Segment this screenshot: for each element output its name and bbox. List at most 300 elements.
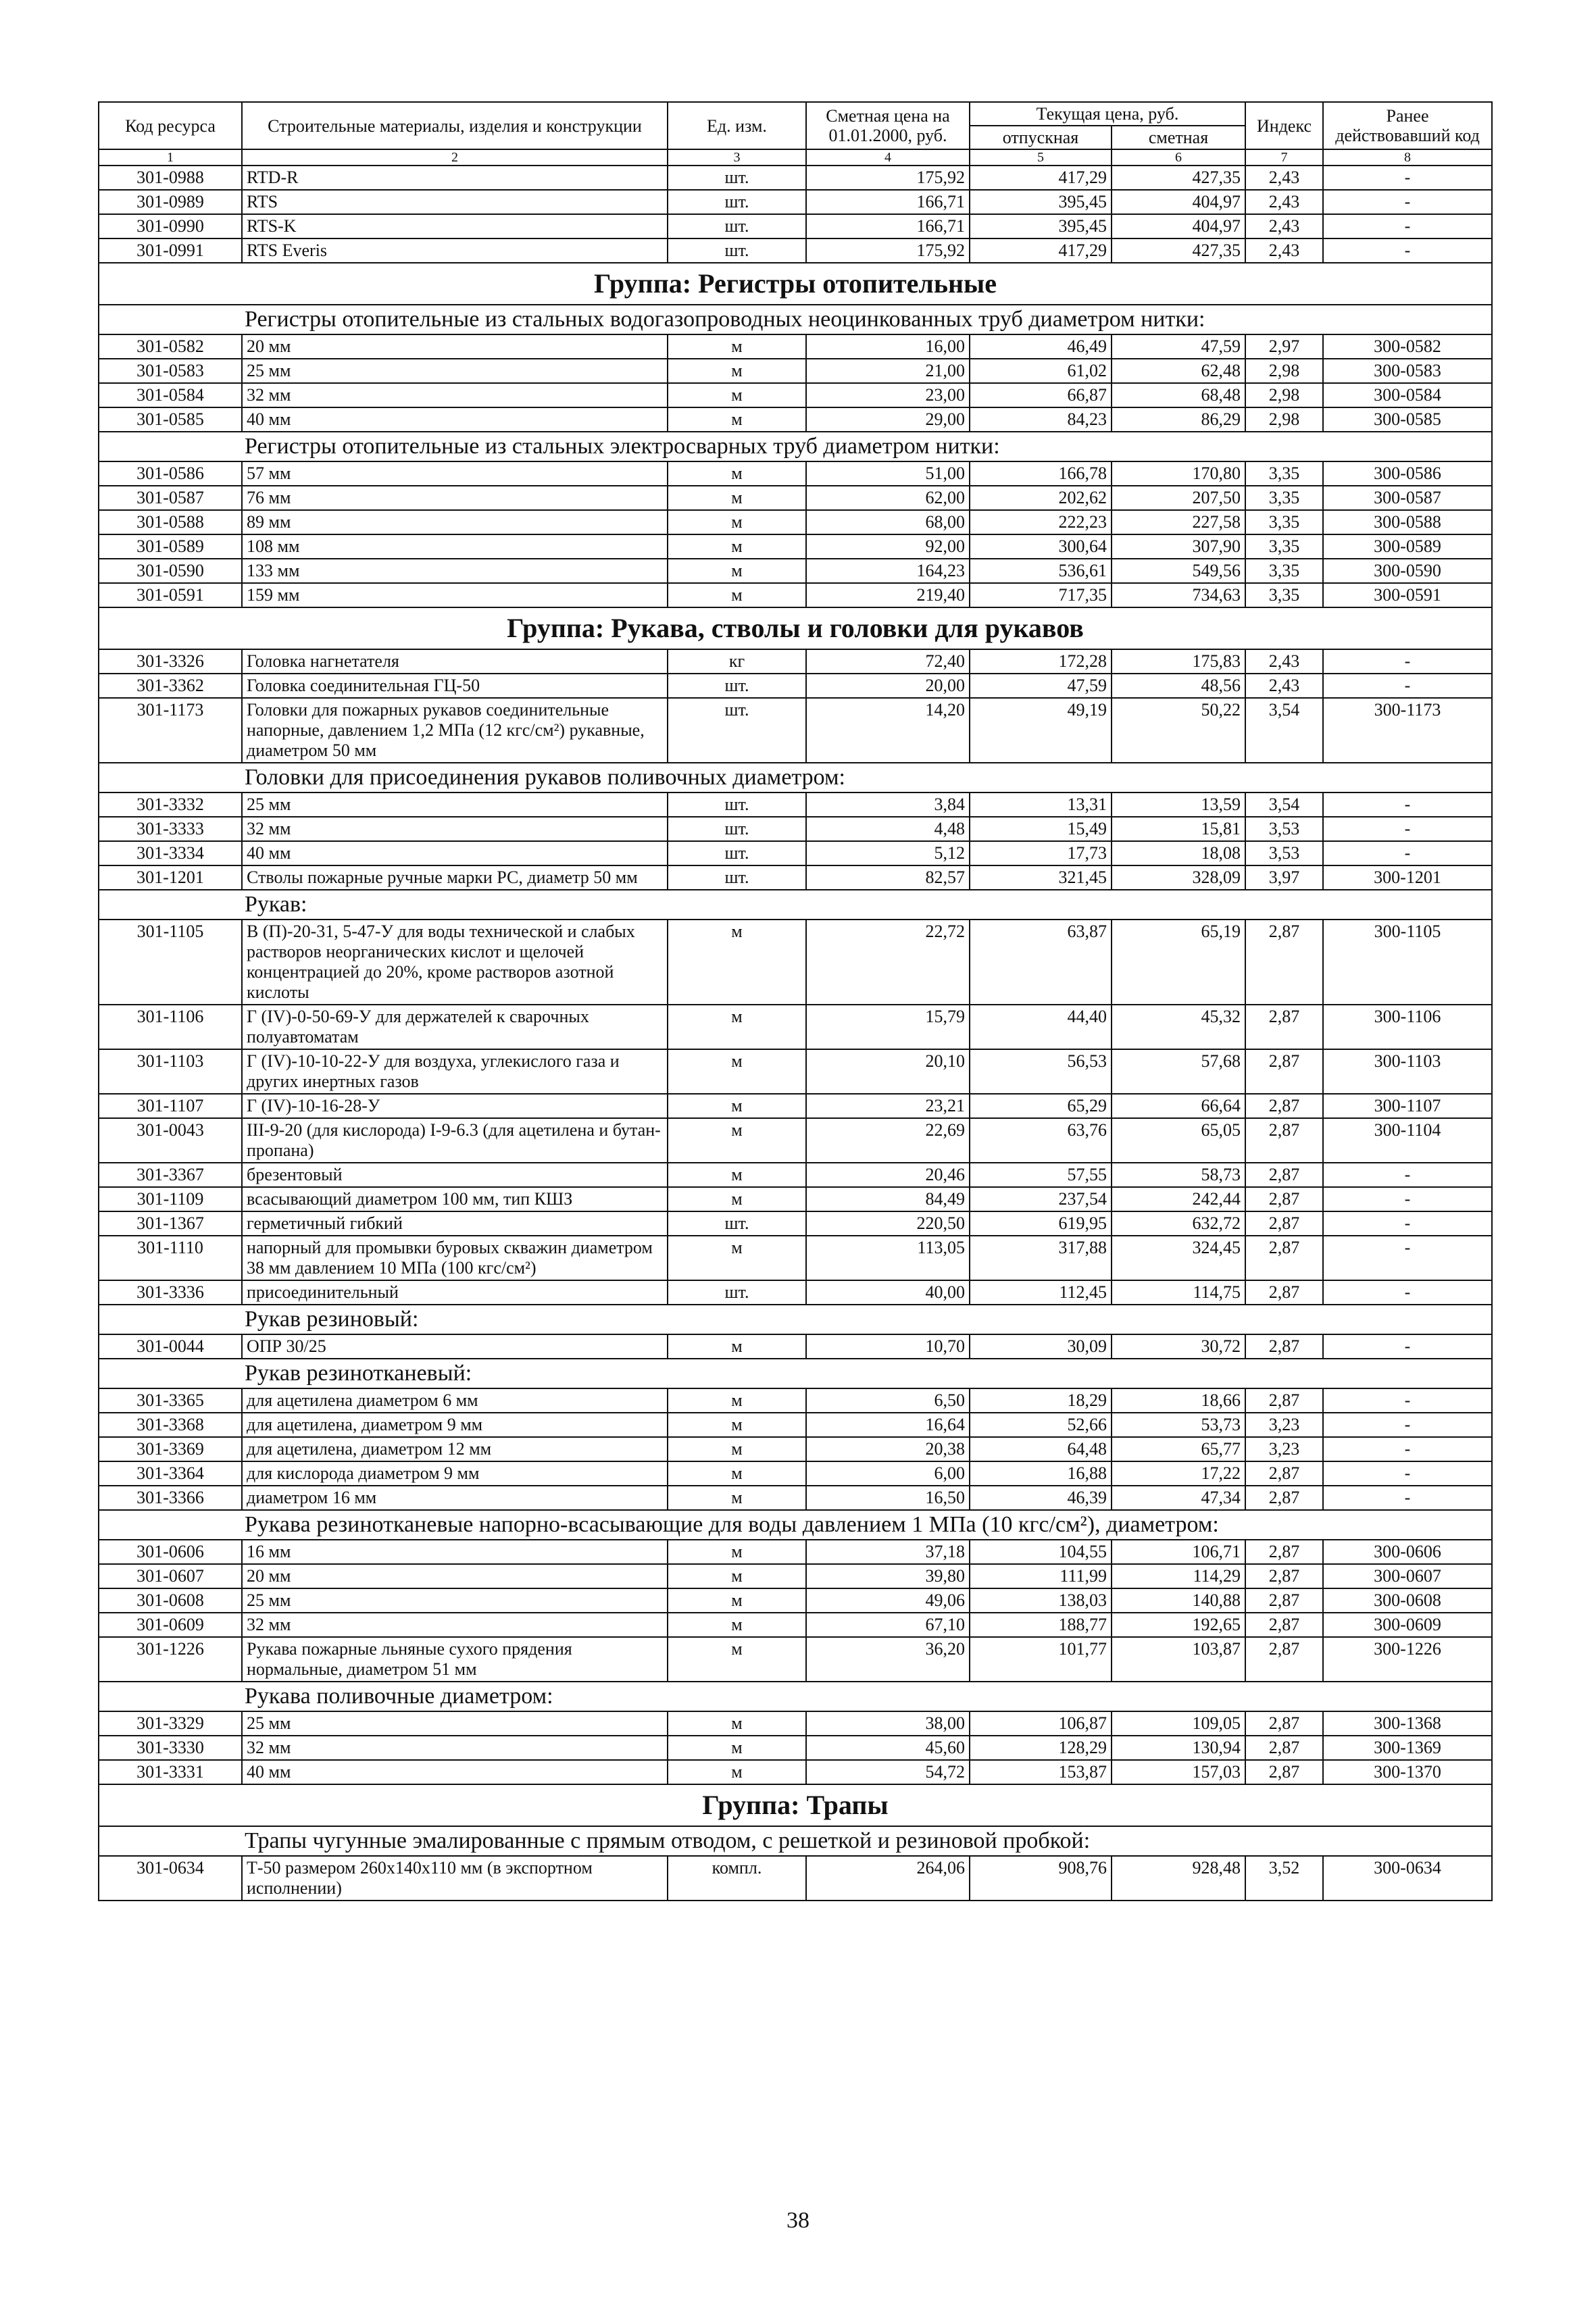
price-2000: 166,71 — [806, 214, 970, 238]
unit: м — [668, 1613, 806, 1637]
previous-code: 300-0585 — [1323, 407, 1492, 432]
material-name: Головка нагнетателя — [242, 649, 668, 674]
table-row — [99, 1211, 1492, 1236]
unit: м — [668, 461, 806, 486]
header-estimate-price: сметная — [1112, 126, 1245, 149]
resource-code: 301-0990 — [99, 214, 242, 238]
unit: м — [668, 359, 806, 383]
material-name: напорный для промывки буровых скважин диаметром 38 мм давлением 10 МПа (100 кгс/см²) — [242, 1236, 668, 1280]
table-row — [99, 841, 1492, 865]
estimate-price: 734,63 — [1112, 583, 1245, 607]
previous-code: 300-1368 — [1323, 1711, 1492, 1736]
unit: м — [668, 1049, 806, 1094]
release-price: 717,35 — [970, 583, 1112, 607]
table-row — [99, 674, 1492, 698]
material-name: RTD-R — [242, 166, 668, 190]
release-price: 63,76 — [970, 1118, 1112, 1163]
previous-code: - — [1323, 1211, 1492, 1236]
material-name: 25 мм — [242, 1711, 668, 1736]
unit: м — [668, 1437, 806, 1461]
previous-code: 300-0606 — [1323, 1540, 1492, 1564]
subgroup-heading-row — [99, 1305, 1492, 1334]
previous-code: - — [1323, 1413, 1492, 1437]
table-row — [99, 334, 1492, 359]
unit: м — [668, 1564, 806, 1588]
table-row — [99, 1005, 1492, 1049]
subgroup-heading-row — [99, 763, 1492, 793]
previous-code: 300-0608 — [1323, 1588, 1492, 1613]
subgroup-heading: Рукав: — [99, 890, 1492, 920]
release-price: 138,03 — [970, 1588, 1112, 1613]
resource-code: 301-0043 — [99, 1118, 242, 1163]
material-name: В (П)-20-31, 5-47-У для воды технической и слабых растворов неорганических кислот и щелочей концентрацией до 20%, кроме растворов азотной кислоты — [242, 920, 668, 1005]
column-number: 4 — [806, 149, 970, 166]
price-2000: 20,00 — [806, 674, 970, 698]
release-price: 417,29 — [970, 238, 1112, 263]
material-name: 25 мм — [242, 793, 668, 817]
resource-code: 301-3366 — [99, 1486, 242, 1510]
release-price: 202,62 — [970, 486, 1112, 510]
release-price: 237,54 — [970, 1187, 1112, 1211]
release-price: 16,88 — [970, 1461, 1112, 1486]
index-value: 2,98 — [1245, 407, 1323, 432]
previous-code: 300-0583 — [1323, 359, 1492, 383]
table-header — [99, 102, 1492, 166]
estimate-price: 48,56 — [1112, 674, 1245, 698]
estimate-price: 106,71 — [1112, 1540, 1245, 1564]
estimate-price: 15,81 — [1112, 817, 1245, 841]
release-price: 46,49 — [970, 334, 1112, 359]
material-name: 20 мм — [242, 334, 668, 359]
table-row — [99, 1280, 1492, 1305]
table-row — [99, 1613, 1492, 1637]
material-name: Г (IV)-10-10-22-У для воздуха, углекислого газа и других инертных газов — [242, 1049, 668, 1094]
unit: м — [668, 1118, 806, 1163]
unit: м — [668, 486, 806, 510]
index-value: 2,43 — [1245, 674, 1323, 698]
estimate-price: 103,87 — [1112, 1637, 1245, 1682]
unit: шт. — [668, 166, 806, 190]
release-price: 619,95 — [970, 1211, 1112, 1236]
price-2000: 38,00 — [806, 1711, 970, 1736]
previous-code: - — [1323, 649, 1492, 674]
material-name: 32 мм — [242, 817, 668, 841]
previous-code: - — [1323, 841, 1492, 865]
price-table — [98, 101, 1493, 1901]
release-price: 300,64 — [970, 534, 1112, 559]
unit: м — [668, 1540, 806, 1564]
price-2000: 6,50 — [806, 1388, 970, 1413]
estimate-price: 47,34 — [1112, 1486, 1245, 1510]
unit: м — [668, 1094, 806, 1118]
resource-code: 301-1109 — [99, 1187, 242, 1211]
price-2000: 51,00 — [806, 461, 970, 486]
table-row — [99, 1461, 1492, 1486]
previous-code: 300-0591 — [1323, 583, 1492, 607]
release-price: 172,28 — [970, 649, 1112, 674]
index-value: 3,35 — [1245, 486, 1323, 510]
price-2000: 68,00 — [806, 510, 970, 534]
material-name: Г (IV)-0-50-69-У для держателей к сварочных полуавтоматам — [242, 1005, 668, 1049]
release-price: 101,77 — [970, 1637, 1112, 1682]
material-name: для кислорода диаметром 9 мм — [242, 1461, 668, 1486]
group-heading: Группа: Трапы — [99, 1784, 1492, 1826]
previous-code: 300-0584 — [1323, 383, 1492, 407]
release-price: 536,61 — [970, 559, 1112, 583]
previous-code: - — [1323, 817, 1492, 841]
previous-code: 300-0609 — [1323, 1613, 1492, 1637]
table-row — [99, 793, 1492, 817]
table-row — [99, 1236, 1492, 1280]
index-value: 2,87 — [1245, 1094, 1323, 1118]
header-index: Индекс — [1245, 102, 1323, 149]
resource-code: 301-3364 — [99, 1461, 242, 1486]
table-row — [99, 534, 1492, 559]
index-value: 2,43 — [1245, 238, 1323, 263]
table-row — [99, 865, 1492, 890]
release-price: 112,45 — [970, 1280, 1112, 1305]
unit: кг — [668, 649, 806, 674]
estimate-price: 13,59 — [1112, 793, 1245, 817]
material-name: 76 мм — [242, 486, 668, 510]
table-row — [99, 359, 1492, 383]
estimate-price: 109,05 — [1112, 1711, 1245, 1736]
group-heading-row — [99, 1784, 1492, 1826]
material-name: Головки для пожарных рукавов соединительные напорные, давлением 1,2 МПа (12 кгс/см²) рукавные, диаметром 50 мм — [242, 698, 668, 763]
price-2000: 10,70 — [806, 1334, 970, 1359]
estimate-price: 18,66 — [1112, 1388, 1245, 1413]
table-row — [99, 1736, 1492, 1760]
table-row — [99, 1540, 1492, 1564]
column-number: 8 — [1323, 149, 1492, 166]
release-price: 111,99 — [970, 1564, 1112, 1588]
price-2000: 220,50 — [806, 1211, 970, 1236]
group-heading-row — [99, 263, 1492, 305]
subgroup-heading-row — [99, 305, 1492, 334]
index-value: 2,87 — [1245, 1334, 1323, 1359]
index-value: 2,43 — [1245, 649, 1323, 674]
unit: шт. — [668, 190, 806, 214]
table-row — [99, 214, 1492, 238]
estimate-price: 58,73 — [1112, 1163, 1245, 1187]
release-price: 17,73 — [970, 841, 1112, 865]
resource-code: 301-1106 — [99, 1005, 242, 1049]
release-price: 57,55 — [970, 1163, 1112, 1187]
resource-code: 301-3365 — [99, 1388, 242, 1413]
price-2000: 16,64 — [806, 1413, 970, 1437]
table-row — [99, 1437, 1492, 1461]
previous-code: 300-1105 — [1323, 920, 1492, 1005]
price-2000: 45,60 — [806, 1736, 970, 1760]
unit: шт. — [668, 674, 806, 698]
estimate-price: 114,75 — [1112, 1280, 1245, 1305]
release-price: 49,19 — [970, 698, 1112, 763]
unit: м — [668, 583, 806, 607]
header-name: Строительные материалы, изделия и конструкции — [242, 102, 668, 149]
unit: м — [668, 1461, 806, 1486]
release-price: 166,78 — [970, 461, 1112, 486]
price-2000: 29,00 — [806, 407, 970, 432]
price-2000: 54,72 — [806, 1760, 970, 1784]
previous-code: 300-0607 — [1323, 1564, 1492, 1588]
index-value: 3,53 — [1245, 841, 1323, 865]
estimate-price: 928,48 — [1112, 1856, 1245, 1901]
subgroup-heading-row — [99, 432, 1492, 461]
index-value: 2,87 — [1245, 1564, 1323, 1588]
index-value: 2,87 — [1245, 1236, 1323, 1280]
estimate-price: 632,72 — [1112, 1211, 1245, 1236]
index-value: 2,87 — [1245, 1049, 1323, 1094]
material-name: 32 мм — [242, 383, 668, 407]
material-name: 32 мм — [242, 1613, 668, 1637]
unit: шт. — [668, 698, 806, 763]
resource-code: 301-1105 — [99, 920, 242, 1005]
resource-code: 301-0585 — [99, 407, 242, 432]
release-price: 47,59 — [970, 674, 1112, 698]
release-price: 908,76 — [970, 1856, 1112, 1901]
estimate-price: 17,22 — [1112, 1461, 1245, 1486]
index-value: 3,54 — [1245, 698, 1323, 763]
previous-code: - — [1323, 1334, 1492, 1359]
estimate-price: 427,35 — [1112, 238, 1245, 263]
resource-code: 301-1107 — [99, 1094, 242, 1118]
index-value: 2,87 — [1245, 1211, 1323, 1236]
material-name: 40 мм — [242, 407, 668, 432]
resource-code: 301-3329 — [99, 1711, 242, 1736]
previous-code: - — [1323, 238, 1492, 263]
material-name: 20 мм — [242, 1564, 668, 1588]
unit: компл. — [668, 1856, 806, 1901]
resource-code: 301-1367 — [99, 1211, 242, 1236]
material-name: 57 мм — [242, 461, 668, 486]
estimate-price: 30,72 — [1112, 1334, 1245, 1359]
resource-code: 301-0589 — [99, 534, 242, 559]
index-value: 2,98 — [1245, 359, 1323, 383]
unit: шт. — [668, 238, 806, 263]
estimate-price: 307,90 — [1112, 534, 1245, 559]
index-value: 3,23 — [1245, 1413, 1323, 1437]
unit: м — [668, 1736, 806, 1760]
subgroup-heading-row — [99, 1510, 1492, 1540]
release-price: 30,09 — [970, 1334, 1112, 1359]
release-price: 395,45 — [970, 190, 1112, 214]
index-value: 2,87 — [1245, 1280, 1323, 1305]
subgroup-heading: Головки для присоединения рукавов поливочных диаметром: — [99, 763, 1492, 793]
index-value: 2,97 — [1245, 334, 1323, 359]
resource-code: 301-3332 — [99, 793, 242, 817]
table-row — [99, 1413, 1492, 1437]
unit: м — [668, 1637, 806, 1682]
unit: м — [668, 1005, 806, 1049]
estimate-price: 130,94 — [1112, 1736, 1245, 1760]
resource-code: 301-0609 — [99, 1613, 242, 1637]
material-name: всасывающий диаметром 100 мм, тип КШЗ — [242, 1187, 668, 1211]
unit: м — [668, 334, 806, 359]
estimate-price: 86,29 — [1112, 407, 1245, 432]
index-value: 2,87 — [1245, 1486, 1323, 1510]
price-2000: 15,79 — [806, 1005, 970, 1049]
resource-code: 301-3334 — [99, 841, 242, 865]
resource-code: 301-3330 — [99, 1736, 242, 1760]
unit: м — [668, 920, 806, 1005]
column-number: 5 — [970, 149, 1112, 166]
subgroup-heading: Рукава поливочные диаметром: — [99, 1682, 1492, 1711]
previous-code: 300-1201 — [1323, 865, 1492, 890]
resource-code: 301-0583 — [99, 359, 242, 383]
previous-code: - — [1323, 190, 1492, 214]
material-name: Головка соединительная ГЦ-50 — [242, 674, 668, 698]
release-price: 56,53 — [970, 1049, 1112, 1094]
estimate-price: 157,03 — [1112, 1760, 1245, 1784]
resource-code: 301-0582 — [99, 334, 242, 359]
price-2000: 67,10 — [806, 1613, 970, 1637]
resource-code: 301-3367 — [99, 1163, 242, 1187]
resource-code: 301-0044 — [99, 1334, 242, 1359]
table-row — [99, 649, 1492, 674]
estimate-price: 404,97 — [1112, 190, 1245, 214]
estimate-price: 324,45 — [1112, 1236, 1245, 1280]
previous-code: - — [1323, 1163, 1492, 1187]
table-row — [99, 1760, 1492, 1784]
price-2000: 23,21 — [806, 1094, 970, 1118]
estimate-price: 227,58 — [1112, 510, 1245, 534]
price-2000: 20,46 — [806, 1163, 970, 1187]
header-price-2000: Сметная цена на 01.01.2000, руб. — [806, 102, 970, 149]
table-row — [99, 1588, 1492, 1613]
material-name: диаметром 16 мм — [242, 1486, 668, 1510]
release-price: 65,29 — [970, 1094, 1112, 1118]
index-value: 3,35 — [1245, 461, 1323, 486]
estimate-price: 65,05 — [1112, 1118, 1245, 1163]
resource-code: 301-0584 — [99, 383, 242, 407]
index-value: 2,87 — [1245, 920, 1323, 1005]
subgroup-heading: Регистры отопительные из стальных электросварных труб диаметром нитки: — [99, 432, 1492, 461]
unit: шт. — [668, 1280, 806, 1305]
resource-code: 301-3369 — [99, 1437, 242, 1461]
price-2000: 16,50 — [806, 1486, 970, 1510]
price-2000: 3,84 — [806, 793, 970, 817]
group-heading: Группа: Рукава, стволы и головки для рукавов — [99, 607, 1492, 649]
resource-code: 301-0586 — [99, 461, 242, 486]
release-price: 46,39 — [970, 1486, 1112, 1510]
index-value: 3,35 — [1245, 534, 1323, 559]
subgroup-heading-row — [99, 1359, 1492, 1388]
subgroup-heading: Регистры отопительные из стальных водогазопроводных неоцинкованных труб диаметром нитки: — [99, 305, 1492, 334]
resource-code: 301-0587 — [99, 486, 242, 510]
estimate-price: 57,68 — [1112, 1049, 1245, 1094]
previous-code: 300-0582 — [1323, 334, 1492, 359]
material-name: брезентовый — [242, 1163, 668, 1187]
previous-code: 300-1107 — [1323, 1094, 1492, 1118]
estimate-price: 50,22 — [1112, 698, 1245, 763]
material-name: 40 мм — [242, 1760, 668, 1784]
release-price: 52,66 — [970, 1413, 1112, 1437]
material-name: 108 мм — [242, 534, 668, 559]
estimate-price: 65,77 — [1112, 1437, 1245, 1461]
material-name: 25 мм — [242, 359, 668, 383]
previous-code: 300-0634 — [1323, 1856, 1492, 1901]
resource-code: 301-0591 — [99, 583, 242, 607]
price-2000: 4,48 — [806, 817, 970, 841]
column-number: 6 — [1112, 149, 1245, 166]
estimate-price: 47,59 — [1112, 334, 1245, 359]
index-value: 3,97 — [1245, 865, 1323, 890]
material-name: III-9-20 (для кислорода) I-9-6.3 (для ацетилена и бутан-пропана) — [242, 1118, 668, 1163]
subgroup-heading-row — [99, 1826, 1492, 1856]
previous-code: - — [1323, 1388, 1492, 1413]
price-2000: 20,38 — [806, 1437, 970, 1461]
unit: м — [668, 1711, 806, 1736]
price-2000: 37,18 — [806, 1540, 970, 1564]
group-heading-row — [99, 607, 1492, 649]
price-2000: 22,69 — [806, 1118, 970, 1163]
estimate-price: 404,97 — [1112, 214, 1245, 238]
table-row — [99, 698, 1492, 763]
table-body — [99, 166, 1492, 1901]
price-2000: 113,05 — [806, 1236, 970, 1280]
index-value: 2,87 — [1245, 1461, 1323, 1486]
table-row — [99, 190, 1492, 214]
estimate-price: 114,29 — [1112, 1564, 1245, 1588]
price-2000: 6,00 — [806, 1461, 970, 1486]
unit: м — [668, 1187, 806, 1211]
price-2000: 40,00 — [806, 1280, 970, 1305]
group-heading: Группа: Регистры отопительные — [99, 263, 1492, 305]
resource-code: 301-3333 — [99, 817, 242, 841]
index-value: 2,87 — [1245, 1711, 1323, 1736]
release-price: 13,31 — [970, 793, 1112, 817]
previous-code: - — [1323, 674, 1492, 698]
index-value: 3,53 — [1245, 817, 1323, 841]
table-row — [99, 1334, 1492, 1359]
resource-code: 301-1226 — [99, 1637, 242, 1682]
table-row — [99, 383, 1492, 407]
index-value: 3,35 — [1245, 559, 1323, 583]
estimate-price: 66,64 — [1112, 1094, 1245, 1118]
price-2000: 219,40 — [806, 583, 970, 607]
price-2000: 23,00 — [806, 383, 970, 407]
table-row — [99, 1486, 1492, 1510]
material-name: для ацетилена, диаметром 9 мм — [242, 1413, 668, 1437]
estimate-price: 62,48 — [1112, 359, 1245, 383]
release-price: 18,29 — [970, 1388, 1112, 1413]
previous-code: 300-1106 — [1323, 1005, 1492, 1049]
estimate-price: 207,50 — [1112, 486, 1245, 510]
unit: шт. — [668, 214, 806, 238]
index-value: 2,87 — [1245, 1736, 1323, 1760]
unit: м — [668, 407, 806, 432]
previous-code: 300-0590 — [1323, 559, 1492, 583]
previous-code: 300-1370 — [1323, 1760, 1492, 1784]
header-current-price: Текущая цена, руб. — [970, 102, 1245, 126]
column-number: 1 — [99, 149, 242, 166]
header-unit: Ед. изм. — [668, 102, 806, 149]
unit: шт. — [668, 841, 806, 865]
resource-code: 301-0590 — [99, 559, 242, 583]
table-row — [99, 1711, 1492, 1736]
release-price: 222,23 — [970, 510, 1112, 534]
index-value: 2,43 — [1245, 190, 1323, 214]
price-2000: 5,12 — [806, 841, 970, 865]
index-value: 2,87 — [1245, 1163, 1323, 1187]
previous-code: 300-0589 — [1323, 534, 1492, 559]
unit: м — [668, 534, 806, 559]
unit: м — [668, 1413, 806, 1437]
table-row — [99, 166, 1492, 190]
release-price: 64,48 — [970, 1437, 1112, 1461]
material-name: 16 мм — [242, 1540, 668, 1564]
material-name: Рукава пожарные льняные сухого прядения нормальные, диаметром 51 мм — [242, 1637, 668, 1682]
